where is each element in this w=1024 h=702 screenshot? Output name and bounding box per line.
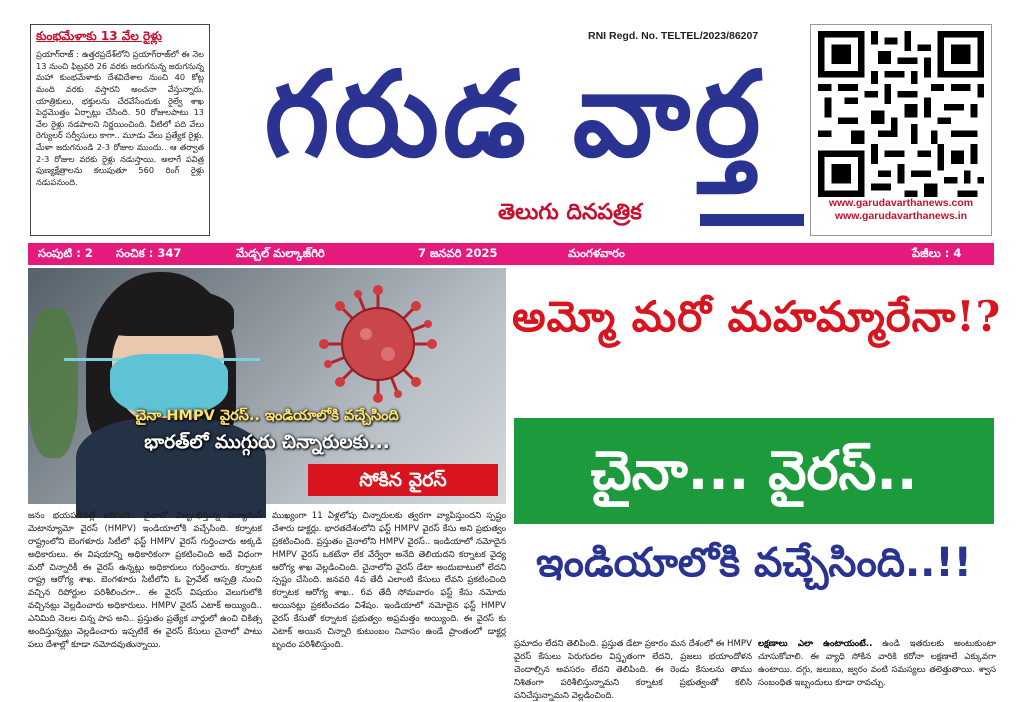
article-column-4	[758, 638, 996, 688]
weekday-label: మంగళవారం	[568, 245, 625, 260]
article-column-1: జనం భయపడినట్లే జరిగింది.. చైనాలో విజృంభిస్తున్న హ్యూమన్ మెటాన్యూమో వైరస్ (HMPV) ఇండియాలోకి వచ్చేసింది. కర్నాటక రాష్ట్రంలోని బెంగళూరు సిటీలో ఫస్ట్ HMPV వైరస్ గుర్తించారు అక్కడి అధికారులు. ఈ విషయాన్ని అధికారికంగా ప్రకటించింది అదే విధంగా మరో చిన్నారికీ ఈ వైరస్ ఉన్నట్లు అధికారులు గుర్తించారు. కర్నాటక రాష్ట్ర ఆరోగ్య శాఖ. బెంగళూరు సిటీలోని ఓ ప్రైవేట్ ఆస్పత్రి నుంచి వచ్చిన రిపోర్టుల పరిశీలించగా.. ఈ వైరస్ విషయం వెలుగులోకి వచ్చినట్లు వెల్లడించారు అధికారులు. HMPV వైరస్ ఎటాక్ అయ్యింది.. ఎనిమిది నెలల చిన్న పాప అని.. ప్రస్తుతం ప్రత్యేక వార్డులో ఉంచి చికిత్స అందిస్తున్నట్లు వెల్లడించారు ఇప్పటికే ఈ వైరస్ కేసులు చైనాలో పాటు పలు దేశాల్లో కూడా నమోదవుతున్నాయి.	[28, 511, 262, 650]
article-column-3: ప్రమాదం లేదని తెలిపింది. ప్రస్తుత డేటా ప్రకారం మన దేశంలో ఈ HMPV వైరస్ కేసులు పెరుగుదల విస్తృతంగా లేదని, ప్రజలు భయాందోళన చెందాల్సిన అవసరం లేదని తెలిపింది. ఈ రెండు కేసులను తాము నిశితంగా పరిశీలిస్తున్నామని కర్నాటక ప్రభుత్వంతో కలిసి పనిచేస్తున్నామని వెల్లడించింది.	[514, 639, 752, 701]
issue-label: సంచిక : 347	[116, 245, 182, 260]
website-link-com[interactable]: www.garudavarthanews.com	[828, 197, 974, 209]
side-story-body: ప్రయాగ్‌రాజ్ : ఉత్తరప్రదేశ్‌లోని ప్రయాగ్‌రాజ్‌లో ఈ నెల 13 నుంచి ఫిబ్రవరి 26 వరకు జరుగనున్న జరుగనున్న మహా కుంభమేళాకు దేశవిదేశాల నుంచి 40 కోట్ల మంది వరకు వస్తారని అంచనా వేస్తున్నారు. యాత్రికులు, భక్తులను చేరవేసేందుకు రైల్వే శాఖ పెద్దమొత్తం ఏర్పాట్లు చేసింది. 50 రోజులపాటు 13 వేల రైళ్లు నడపాలని నిర్ణయించింది. వీటిలో పది వేలు రెగ్యులర్ సర్వీసులు కాగా.. మూడు వేలు ప్రత్యేక రైళ్లు. మేళా జరుగనుండి 2-3 రోజుల ముందు.. ఆ తర్వాత 2-3 రోజుల వరకు రైళ్లు నడుస్తాయి. అలాగే పవిత్ర పుణ్యక్షేత్రాలను కలుపుతూ 560 రింగ్ రైళ్లు నడుపనుంది.	[36, 49, 204, 188]
lead-photo	[28, 268, 506, 504]
photo-caption-badge: సోకిన వైరస్	[308, 464, 498, 496]
qr-code-box	[810, 24, 992, 236]
logo-underline-bar	[700, 214, 804, 226]
headline-green-banner: చైనా... వైరస్..	[514, 418, 994, 524]
date-label: 7 జనవరి 2025	[418, 245, 498, 260]
website-link-in[interactable]: www.garudavarthanews.in	[834, 210, 968, 223]
qr-code-icon[interactable]	[818, 31, 984, 197]
symptoms-subheading: లక్షణాలు ఎలా ఉంటాయంటే..	[758, 639, 873, 649]
pages-label: పేజీలు : 4	[912, 245, 962, 260]
article-column-2: ముఖ్యంగా 11 ఏళ్లలోపు చిన్నారులకు త్వరగా వ్యాపిస్తుందని స్పష్టం చేశారు డాక్టర్లు. భారతదేశంలోని ఫస్ట్ HMPV వైరస్ కేసు అని ప్రభుత్వం ప్రకటించింది. ప్రస్తుతం చైనాలోని HMPV వైరస్.. ఇండియాలో నమోదైన HMPV వైరస్ ఒకటేనా లేక వేర్వేరా అనేది తెలియదని కర్నాటక వైద్య ఆరోగ్య శాఖ వెల్లడించింది. చైనాలోని వైరస్ డేటా అందుబాటులో లేదని స్పష్టం చేసింది. జనవరి 4వ తేదీ ఎలాంటి కేసులు లేవని ప్రకటించింది కర్నాటక ఆరోగ్య శాఖ.. 6వ తేదీ సోమవారం ఫస్ట్ కేసు నమోదు అయినట్లు ప్రకటించడం విశేషం. ఇండియాలో నమోదైన ఫస్ట్ HMPV వైరస్ కేసుతో కర్నాటక ప్రభుత్వం అప్రమత్తం అయ్యింది. ఈ వైరస్ కు ఎటాక్ అయిన చిన్నారి కుటుంబం నివాసం ఉండే ప్రాంతంలో డాక్టర్ల బృందం పరిశీలిస్తుంది.	[272, 511, 506, 650]
photo-caption-line2: భారత్‌లో ముగ్గురు చిన్నారులకు...	[144, 432, 390, 453]
headline-secondary: ఇండియాలోకి వచ్చేసింది..!!	[536, 540, 972, 586]
tagline: తెలుగు దినపత్రిక	[498, 200, 642, 225]
registration-number: RNI Regd. No. TELTEL/2023/86207	[588, 30, 759, 42]
face-mask-shape	[110, 354, 228, 416]
volume-label: సంపుటి : 2	[38, 245, 93, 260]
newspaper-logo: గరుడ వార్త	[264, 46, 765, 184]
virus-icon	[318, 284, 438, 404]
issue-info-strip	[28, 243, 994, 265]
photo-caption-line1: చైనా HMPV వైరస్.. ఇండియాలోకి వచ్చేసింది	[135, 408, 399, 424]
headline-primary: అమ్మో మరో మహమ్మారేనా!?	[512, 292, 1002, 341]
place-label: మేడ్చల్ మల్కాజ్‌గిరి	[236, 245, 325, 260]
child-bangs-shape	[102, 288, 234, 336]
article-column-4-text: ఉండి ఇతరులకు అంటుకుంటా చూసుకోవాలి. ఈ వ్యాధి సోకిన వారికి కరోనా లక్షణాలే ఎక్కువగా ఉంటాయి. దగ్గు, జలుబు, జ్వరం వంటి సమస్యలు తలెత్తుతాయి. శ్వాస సంబంధిత ఇబ్బందులు కూడా రావచ్చు.	[758, 639, 996, 688]
side-story-box	[30, 24, 210, 236]
side-story-headline: కుంభమేళాకు 13 వేల రైళ్లు	[36, 29, 163, 43]
